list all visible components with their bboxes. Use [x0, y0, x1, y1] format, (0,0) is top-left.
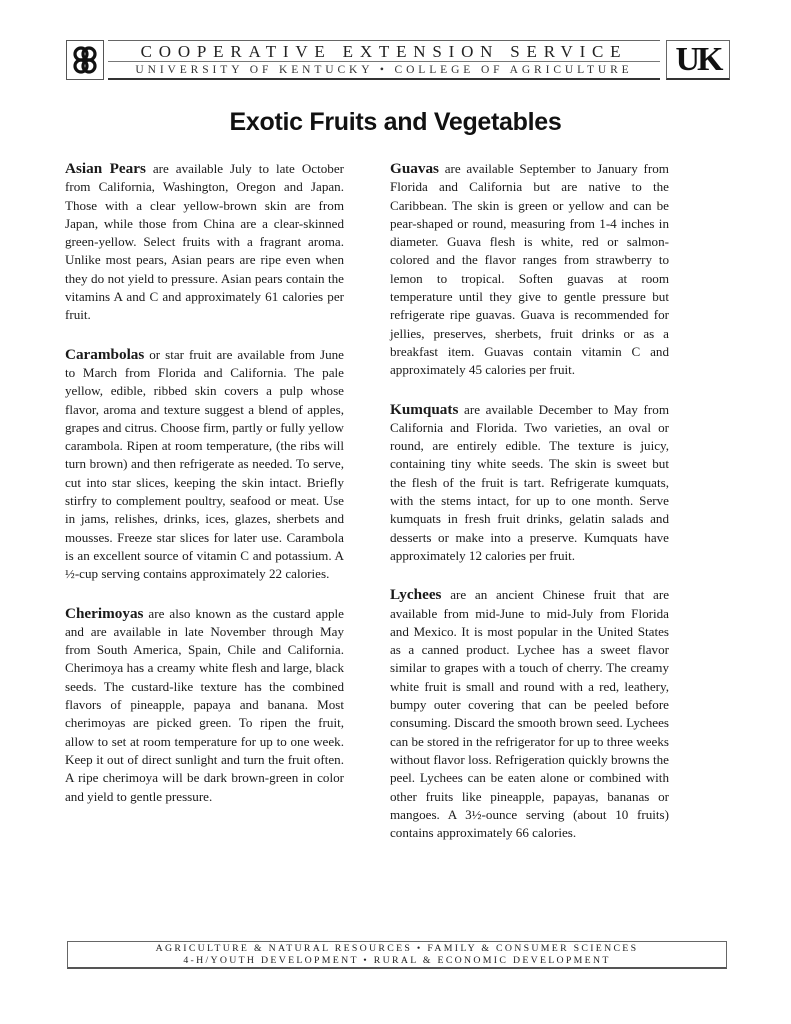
left-column	[65, 160, 344, 827]
entry-body: are an ancient Chinese fruit that are available from mid-June to mid-July from Florida and Mexico. It is most popular in the United States as a canned product. Lychee has a sweet flavor similar to grapes with a touch of cherry. The creamy white fruit is small and round with a red, leathery, bumpy outer covering that can be peeled before consuming. Discard the smooth brown seed. Lychees can be stored in the refrigerator for up to three weeks without flavor loss. Refrigeration quickly browns the peel. Lychees can be eaten alone or combined with other fruits like pineapple, papayas, bananas or mangoes. A 3½-ounce serving (about 10 fruits) contains approximately 66 calories.	[390, 587, 669, 841]
cooperative-extension-knot-icon	[70, 44, 100, 76]
footer-line-1: AGRICULTURE & NATURAL RESOURCES • FAMILY & CONSUMER SCIENCES	[155, 943, 639, 954]
extension-service-banner	[108, 40, 660, 80]
entry-heading: Asian Pears	[65, 160, 146, 177]
entry-body: are available July to late October from California, Washington, Oregon and Japan. Those with a clear yellow-brown skin are from Japan, while those from China are a clear-skinned green-yellow. Select fruits with a fragrant aroma. Unlike most pears, Asian pears are ripe even when they do not yield to pressure. Asian pears contain the vitamins A and C and approximately 61 calories per fruit.	[65, 161, 344, 323]
entry-heading: Cherimoyas	[65, 604, 144, 622]
entry-heading: Guavas	[390, 160, 439, 177]
header-banner	[66, 40, 730, 82]
uk-logo: UK	[666, 40, 730, 80]
entry-carambolas	[65, 346, 344, 584]
banner-title: COOPERATIVE EXTENSION SERVICE	[108, 40, 660, 62]
right-column	[390, 160, 669, 863]
footer-line-2: 4-H/YOUTH DEVELOPMENT • RURAL & ECONOMIC DEVELOPMENT	[183, 955, 611, 966]
entry-heading: Kumquats	[390, 400, 459, 418]
entry-asian-pears	[65, 160, 344, 325]
entry-lychees	[390, 586, 669, 842]
page-title: Exotic Fruits and Vegetables	[229, 108, 562, 136]
entry-cherimoyas	[65, 605, 344, 806]
entry-kumquats	[390, 401, 669, 566]
banner-subtitle: UNIVERSITY OF KENTUCKY • COLLEGE OF AGRICULTURE	[108, 62, 660, 80]
entry-body: are available September to January from Florida and California but are native to the Caribbean. The skin is green or yellow and can be pear-shaped or round, measuring from 1-4 inches in diameter. Guava flesh is white, red or salmon-colored and the flavor ranges from strawberry to lemon to tropical. Soften guavas at room temperature until they give to gentle pressure but refrigerate ripe guavas. Guava is recommended for jellies, preserves, sherbets, fruit drinks or as a breakfast item. Guavas contain vitamin C and approximately 45 calories per fruit.	[390, 161, 669, 378]
entry-heading: Lychees	[390, 586, 442, 604]
entry-body: are available December to May from California and Florida. Two varieties, an oval or round, are entirely edible. The texture is juicy, containing tiny white seeds. The skin is sweet but the flesh of the fruit is tart. Refrigerate kumquats, with the stems intact, for up to one month. Serve kumquats in fresh fruit drinks, gelatin salads and desserts or make into a preserve. Kumquats have approximately 12 calories per fruit.	[390, 401, 669, 563]
entry-heading: Carambolas	[65, 345, 145, 363]
footer-banner	[67, 941, 727, 969]
entry-body: or star fruit are available from June to March from Florida and California. The pale yellow, edible, ribbed skin covers a pulp whose flavor, aroma and texture suggest a blend of apples, grapes and citrus. Choose firm, partly or fully yellow carambola. Ripen at room temperature, (the ribs will turn brown) and then refrigerate as needed. To serve, cut into star slices, keeping the skin intact. Briefly stirfry to complement poultry, seafood or meat. Use in jams, relishes, drinks, ices, glazes, sherbets and mousses. Freeze star slices for later use. Carambola is an excellent source of vitamin C and potassium. A ½-cup serving contains approximately 22 calories.	[65, 346, 344, 582]
entry-guavas	[390, 160, 669, 380]
cooperative-extension-logo	[66, 40, 104, 80]
entry-body: are also known as the custard apple and are available in late November through May from South America, Spain, Chile and California. Cherimoya has a creamy white flesh and large, black seeds. The custard-like texture has the combined flavors of pineapple, papaya and banana. Most cherimoyas are picked green. To ripen the fruit, allow to set at room temperature for up to one week. Keep it out of direct sunlight and turn the fruit often. A ripe cherimoya will be dark brown-green in color and yield to gentle pressure.	[65, 605, 344, 804]
